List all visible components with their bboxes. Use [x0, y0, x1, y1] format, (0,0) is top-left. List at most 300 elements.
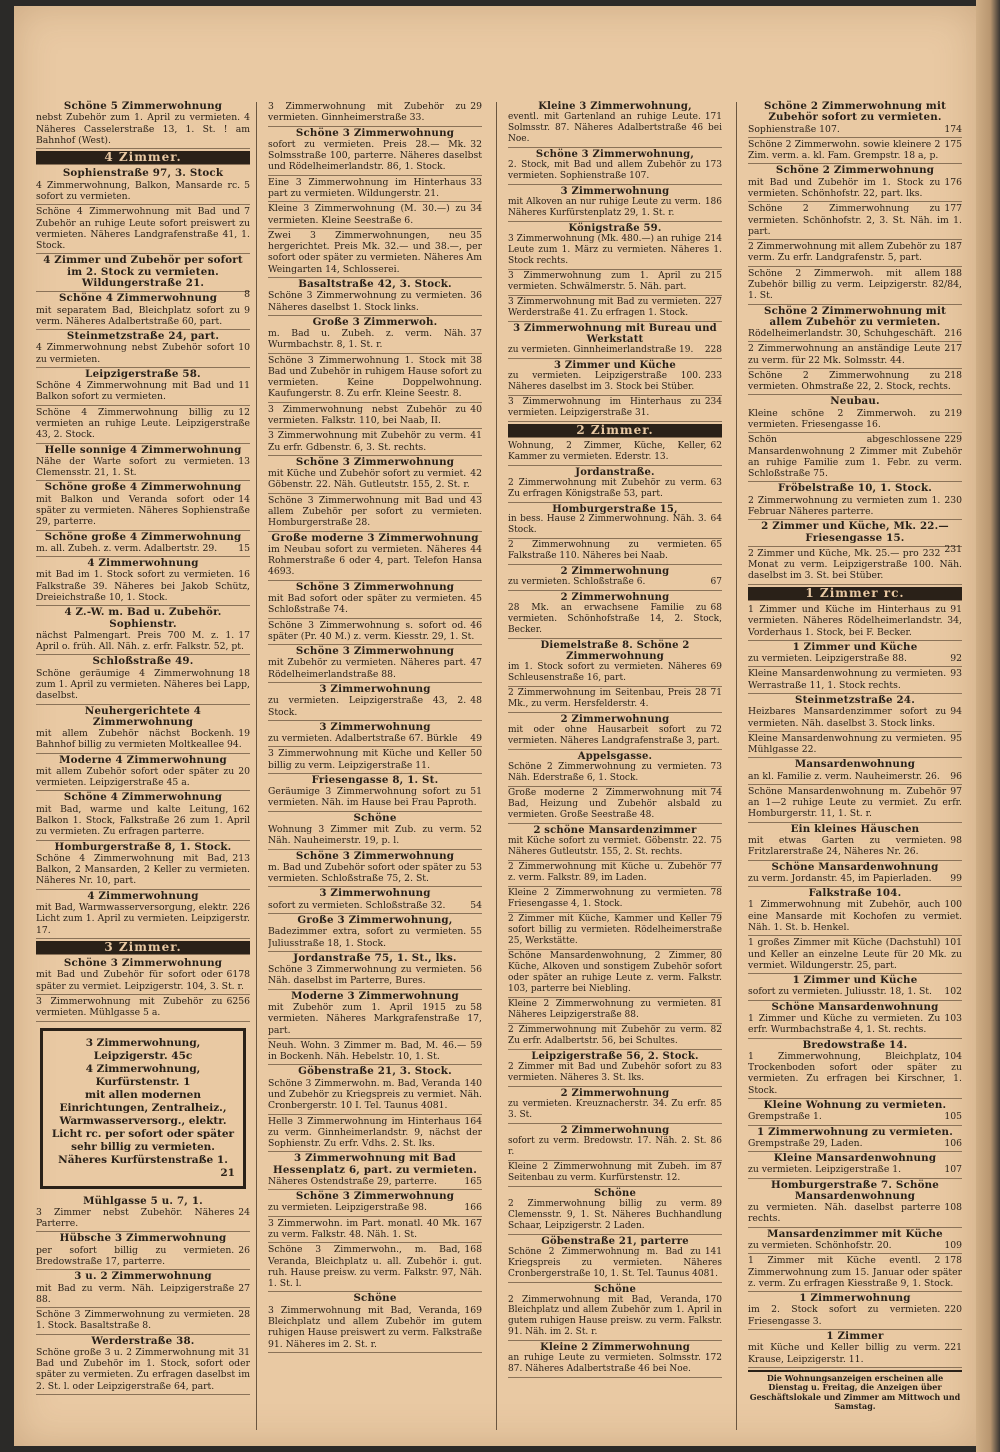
section-heading: 4 Zimmer. — [36, 151, 250, 165]
ad-text: Neuh. Wohn. 3 Zimmer m. Bad, M. 46.— in Bockenh. Näh. Hebelstr. 10, 1. St. — [268, 1039, 467, 1063]
classified-ad — [268, 952, 482, 990]
ad-text: 1 Zimmerwohnung mit Zubehör, auch eine Mansarde mit Kochofen zu vermiet. Näh. 1. St. b. Henkel. — [748, 899, 962, 933]
ad-number: 35 — [470, 229, 482, 241]
ad-heading: Schöne Mansardenwohnung — [771, 860, 939, 873]
ad-text: 3 Zimmerwohnung nebst Zubehör zu vermieten. Falkstr. 110, bei Naab, II. — [268, 403, 467, 427]
ad-text: Schöne 2 Zimmerwohnung zu vermieten. Ohmstraße 22, 2. Stock, rechts. — [748, 369, 951, 393]
ad-text: 3 Zimmerwohnung mit Zubehör zu vermieten. Ginnheimerstraße 33. — [268, 101, 467, 124]
ad-text: 3 Zimmerwohnung mit Bad, Veranda, Bleichplatz und allem Zubehör im gutem ruhigen Hause preiswert zu verm. Falkstraße 91. Näheres im 2. St. r. — [268, 1304, 482, 1350]
classified-ad — [268, 229, 482, 278]
classified-ad — [36, 205, 250, 254]
ad-number: 51 — [470, 786, 482, 798]
classified-ad — [748, 369, 962, 396]
ad-text: zu vermieten. Leipzigerstraße 98. — [268, 1202, 427, 1214]
ad-text: 2 Zimmerwohnung mit Zubehör zu verm. Zu erfragen Königstraße 53, part. — [508, 477, 707, 499]
classified-ad — [508, 296, 722, 322]
classified-ad — [508, 1124, 722, 1161]
ad-number: 33 — [470, 176, 482, 188]
ad-heading: Friesengasse 8, 1. St. — [311, 773, 439, 786]
classified-ad — [748, 667, 962, 694]
ad-number: 80 — [710, 950, 722, 961]
ad-text: im Neubau sofort zu vermieten. Näheres Rohmerstraße 6 oder 4, part. Telefon Hansa 4693. — [268, 543, 482, 578]
ad-text: Eine 3 Zimmerwohnung im Hinterhaus part zu vermieten. Wildungerstr. 21. — [268, 176, 467, 199]
section-heading: 3 Zimmer. — [36, 941, 250, 955]
ad-text: im 1. Stock sofort zu vermieten. Näheres Schleusenstraße 16, part. — [508, 662, 707, 684]
classified-ad — [268, 1292, 482, 1352]
ad-heading: 3 Zimmer und Küche — [554, 359, 676, 371]
classified-ad — [268, 316, 482, 354]
ad-number: 175 — [944, 138, 962, 150]
ad-text: m. all. Zubeh. z. verm. Adalbertstr. 29. — [36, 542, 218, 554]
column-rule — [736, 102, 737, 1430]
ad-number: 226 — [232, 902, 250, 913]
ad-text: Nähe der Warte sofort zu vermieten. Clemensstr. 21, 1. St. — [36, 455, 235, 479]
classified-ad — [748, 100, 962, 138]
ad-number: 48 — [470, 695, 482, 707]
ad-heading: Kleine 3 Zimmerwohnung, — [538, 101, 692, 112]
ad-heading: Hübsche 3 Zimmerwohnung — [59, 1232, 227, 1245]
ad-text: 3 Zimmerwohnung zum 1. April zu vermieten. Schwälmerstr. 5. Näh. part. — [508, 270, 701, 292]
ad-number: 234 — [704, 396, 722, 407]
classified-ad — [508, 1050, 722, 1087]
ad-heading: 2 Zimmerwohnung — [560, 1087, 670, 1099]
ad-number: 59 — [470, 1039, 482, 1051]
ad-heading: Schöne 3 Zimmerwohnung — [295, 645, 455, 658]
ad-text: Schöne 3 Zimmerwohnung zu vermieten. 1. Stock. Basaltstraße 8. — [36, 1309, 235, 1332]
ad-number: 78 — [710, 888, 722, 899]
ad-text: Schöne 4 Zimmerwohnung mit Bad und Zubehör an ruhige Leute sofort preiswert zu vermieten. Näheres Landgrafenstraße 41, 1. Stock. — [36, 206, 250, 252]
ad-text: mit Küche und Zubehör sofort zu vermiet. Göbenstr. 22. Näh. Gutleutstr. 155, 2. St. r. — [268, 468, 470, 491]
ad-text: Wohnung, 2 Zimmer, Küche, Keller, Kammer zu vermieten. Ederstr. 13. — [508, 440, 707, 462]
ad-number: 26 — [238, 1244, 250, 1256]
classified-ad — [36, 1232, 250, 1270]
ad-heading: 4 Z.-W. m. Bad u. Zubehör. Sophienstr. — [64, 606, 222, 630]
ad-text: Große moderne 2 Zimmerwohnung mit Bad, Heizung und Zubehör alsbald zu vermieten. Große Seestraße 48. — [508, 788, 722, 821]
ad-text: Grempstraße 29, Laden. — [748, 1137, 863, 1149]
classified-ad — [268, 683, 482, 721]
classified-ad — [508, 396, 722, 422]
ad-text: sofort zu vermieten. Schloßstraße 32. — [268, 899, 446, 911]
boxed-advertisement — [40, 1028, 246, 1189]
classified-ad — [748, 547, 962, 585]
ad-number: 67 — [710, 577, 722, 588]
ad-heading: Steinmetzstraße 24. — [795, 693, 915, 706]
ad-number: 106 — [944, 1137, 962, 1149]
classified-ad — [748, 603, 962, 641]
ad-heading: Schöne 3 Zimmerwohnung — [295, 126, 455, 139]
ad-number: 13 — [238, 455, 250, 467]
classified-ad — [268, 354, 482, 403]
classified-ad — [268, 1190, 482, 1217]
ad-text: 2 Zimmerwohnung billig zu verm. Clemensstr. 9, 1. St. Näheres Buchhandlung Schaar, Leipzigerstr. 2 Laden. — [508, 1198, 722, 1231]
boxed-ad-line: mit allen modernen Einrichtungen, Zentralheiz., Warmwasserversorg., elektr. Licht rc. per sofort oder später sehr billig zu vermieten. Näheres Kurfürstenstraße 1. — [51, 1088, 235, 1166]
ad-number: 215 — [704, 270, 722, 281]
ad-text: 4 Zimmerwohnung nebst Zubehör sofort zu vermieten. — [36, 342, 235, 365]
ad-text: 1 Zimmer und Küche zu vermieten. Zu erfr. Wurmbachstraße 4, 1. St. rechts. — [748, 1012, 941, 1036]
ad-heading: Werderstraße 38. — [91, 1334, 195, 1347]
ad-number: 8 — [244, 289, 250, 301]
classified-ad — [268, 990, 482, 1039]
classified-ad — [268, 1217, 482, 1244]
ad-text: zu vermieten. Ginnheimerlandstraße 19. — [508, 344, 694, 355]
ad-number: 186 — [704, 196, 722, 207]
classified-ad — [36, 1270, 250, 1308]
ad-number: 43 — [470, 494, 482, 506]
ad-number: 4 — [244, 112, 250, 124]
ad-text: Rödelheimerlandstr. 30, Schuhgeschäft. — [748, 328, 936, 340]
ad-number: 40 — [470, 403, 482, 415]
ad-text: Schöne 3 Zimmerwohn. m. Bad, Veranda und Zubehör zu Kriegspreis zu vermiet. Näh. Cronbergerstr. 10 I. Tel. Taunus 4081. — [268, 1077, 482, 1112]
ad-text: Grempstraße 1. — [748, 1111, 822, 1123]
ad-heading: 2 Zimmer und Küche, Mk. 22.— Friesengasse 15. — [761, 520, 949, 544]
ad-number: 107 — [944, 1164, 962, 1176]
ad-heading: Falkstraße 104. — [808, 887, 902, 900]
ad-text: mit etwas Garten zu vermieten. Fritzlarerstraße 24, Näheres Nr. 26. — [748, 835, 947, 858]
column-1 — [36, 100, 250, 1430]
classified-ad — [508, 639, 722, 687]
ad-heading: Schöne 3 Zimmerwohnung — [63, 957, 223, 970]
classified-ad — [508, 1024, 722, 1050]
classified-ad — [36, 330, 250, 368]
classified-ad — [748, 342, 962, 369]
ad-text: sofort zu vermieten. Juliusstr. 18, 1. St. — [748, 986, 932, 998]
ad-text: 4 Zimmerwohnung, Balkon, Mansarde rc. sofort zu vermieten. — [36, 179, 241, 202]
ad-text: mit Bad zu verm. Näh. Leipzigerstraße 88. — [36, 1282, 235, 1305]
ad-text: mit Balkon und Veranda sofort oder später zu vermieten. Näheres Sophienstraße 29, parterre. — [36, 493, 250, 528]
classified-ad — [268, 100, 482, 127]
classified-ad — [508, 913, 722, 950]
ad-heading: Schöne 5 Zimmerwohnung — [63, 100, 223, 112]
ad-heading: Neuhergerichtete 4 Zimmerwohnung — [84, 704, 202, 728]
classified-ad — [508, 466, 722, 503]
ad-text: mit allem Zubehör nächst Bockenh. Bahnhof billig zu vermieten Moltkeallee 94. — [36, 728, 242, 751]
classified-ad — [268, 127, 482, 176]
ad-number: 83 — [710, 1061, 722, 1072]
ad-number: 164 — [464, 1115, 482, 1127]
classified-ad — [508, 222, 722, 270]
ad-heading: 1 Zimmerwohnung zu vermieten. — [757, 1125, 953, 1138]
ad-text: mit Bad, Warmwasserversorgung, elektr. Licht zum 1. April zu vermieten. Leipzigerstr. 17. — [36, 902, 250, 936]
classified-ad — [36, 890, 250, 939]
ad-text: mit separatem Bad, Bleichplatz sofort zu verm. Näheres Adalbertstraße 60, part. — [36, 304, 241, 327]
ad-text: zu vermieten. Leipzigerstraße 88. — [748, 653, 907, 665]
ad-number: 232 — [922, 547, 941, 559]
ad-heading: Königstraße 59. — [568, 222, 662, 234]
ad-heading: Mühlgasse 5 u. 7, 1. — [83, 1194, 203, 1207]
ad-text: mit Zubehör zu vermieten. Näheres part. Rödelheimerlandstraße 88. — [268, 657, 467, 680]
ad-number: 94 — [950, 706, 962, 718]
ad-number: 21 — [220, 1166, 235, 1179]
ad-text: 1 Zimmer mit Küche eventl. 2 Zimmerwohnung zum 15. Januar oder später z. verm. Zu erfragen Kiesstraße 9, 1. Stock. — [748, 1255, 962, 1289]
ad-heading: 4 Zimmerwohnung — [87, 557, 199, 570]
ad-number: 32 — [470, 138, 482, 150]
ad-heading: Schöne — [353, 811, 397, 824]
ad-number: 166 — [464, 1202, 482, 1214]
ad-heading: Göbenstraße 21, parterre — [541, 1235, 689, 1247]
ad-heading: Schöne — [353, 1292, 397, 1305]
classified-ad — [508, 1341, 722, 1378]
ad-number: 14 — [238, 493, 250, 505]
ad-text: Schöne 2 Zimmerwohnung zu vermieten. Näh. Ederstraße 6, 1. Stock. — [508, 762, 707, 784]
classified-ad — [36, 841, 250, 890]
classified-ad — [36, 1308, 250, 1335]
ad-number: 41 — [470, 430, 482, 442]
classified-ad — [36, 167, 250, 205]
ad-number: 92 — [950, 653, 962, 665]
ad-heading: Schöne 2 Zimmerwohnung mit Zubehör sofort zu vermieten. — [763, 100, 947, 124]
ad-text: eventl. mit Gartenland an ruhige Leute. Solmsstr. 87. Näheres Adalbertstraße 46 bei Noe. — [508, 111, 722, 144]
ad-heading: Schöne Mansardenwohnung — [771, 1000, 939, 1013]
ad-number: 11 — [238, 380, 250, 392]
ad-text: 3 Zimmerwohnung mit Küche und Keller billig zu verm. Leipzigerstraße 11. — [268, 748, 467, 771]
ad-text: 1 Zimmerwohnung, Bleichplatz, Trockenboden sofort oder später zu vermieten. Zu erfragen bei Kirschner, 1. Stock. — [748, 1050, 962, 1096]
ad-text: nächst Palmengart. Preis 700 M. z. 1. April o. früh. All. Näh. z. erfr. Falkstr. 52, pt. — [36, 629, 244, 653]
ad-text: zu vermieten. Näh. daselbst parterre rechts. — [748, 1202, 941, 1225]
ad-heading: Basaltstraße 42, 3. Stock. — [298, 277, 452, 290]
ad-heading: 3 Zimmerwohnung — [319, 720, 431, 733]
ad-heading: Leipzigerstraße 58. — [85, 367, 201, 380]
ad-number: 79 — [710, 913, 722, 924]
ad-heading: 3 Zimmerwohnung — [319, 887, 431, 900]
classified-ad — [748, 1099, 962, 1126]
ad-number: 49 — [470, 733, 482, 745]
ad-number: 171 — [704, 111, 722, 122]
ad-number: 187 — [944, 241, 962, 253]
ad-text: Kleine schöne 2 Zimmerwoh. zu vermieten. Friesengasse 16. — [748, 407, 941, 431]
ad-heading: Jordanstraße. — [575, 466, 655, 478]
classified-ad — [36, 292, 250, 330]
ad-text: zu vermieten. Leipzigerstraße 1. — [748, 1164, 902, 1176]
ad-heading: Schöne große 4 Zimmerwohnung — [44, 481, 242, 494]
classified-ad — [268, 914, 482, 952]
classified-ad — [748, 1179, 962, 1228]
ad-heading: Kleine Wohnung zu vermieten. — [763, 1098, 947, 1111]
classified-ad — [268, 645, 482, 683]
ad-number: 98 — [950, 835, 962, 847]
ad-text: Kleine 2 Zimmerwohnung zu vermieten. Friesengasse 4, 1. Stock. — [508, 888, 707, 909]
ad-heading: Schöne 3 Zimmerwohnung — [295, 580, 455, 593]
ad-number: 231 — [944, 543, 962, 555]
ad-text: Geräumige 3 Zimmerwohnung sofort zu vermieten. Näh. im Hause bei Frau Paproth. — [268, 786, 477, 809]
ad-text: mit allem Zubehör sofort oder später zu vermieten. Leipzigerstraße 45 a. — [36, 765, 235, 789]
ad-number: 55 — [470, 926, 482, 938]
ad-text: in bess. Hause 2 Zimmerwohnung. Näh. 3. Stock. — [508, 514, 707, 536]
ad-text: Wohnung 3 Zimmer mit Zub. zu verm. Näh. Nauheimerstr. 19, p. l. — [268, 824, 467, 847]
ad-number: 29 — [470, 101, 482, 112]
ad-heading: Schöne 3 Zimmerwohnung — [295, 455, 455, 468]
classified-ad — [508, 1283, 722, 1342]
classified-ad — [748, 395, 962, 433]
classified-ad — [748, 974, 962, 1001]
classified-ad — [508, 440, 722, 466]
classified-ad — [508, 1187, 722, 1235]
ad-number: 95 — [950, 732, 962, 744]
classified-ad — [748, 694, 962, 732]
ad-number: 6256 — [226, 995, 250, 1007]
ad-heading: 1 Zimmer — [826, 1330, 884, 1342]
ad-number: 102 — [944, 986, 962, 998]
ad-text: im 2. Stock sofort zu vermieten. Friesengasse 3. — [748, 1304, 941, 1327]
ad-text: 3 Zimmerwohnung mit Zubehör zu vermieten. Mühlgasse 5 a. — [36, 995, 223, 1019]
ad-text: zu vermieten. Schloßstraße 6. — [508, 577, 646, 588]
ad-number: 221 — [944, 1342, 962, 1354]
ad-text: mit Küche sofort zu vermiet. Göbenstr. 22. Näheres Gutleutstr. 155, 2. St. rechts. — [508, 836, 707, 858]
ad-number: 100 — [944, 899, 962, 911]
ad-text: Kleine 3 Zimmerwohnung (M. 30.—) zu vermieten. Kleine Seestraße 6. — [268, 203, 467, 226]
ad-number: 96 — [950, 770, 962, 782]
classified-ad — [748, 861, 962, 888]
ad-heading: 3 Zimmerwohnung mit Bad Hessenplatz 6, part. zu vermieten. — [273, 1152, 477, 1176]
classified-ad — [508, 713, 722, 750]
ad-number: 54 — [470, 899, 482, 911]
classified-ad — [268, 887, 482, 914]
classified-ad — [268, 494, 482, 532]
ad-heading: 4 Zimmer und Zubehör per sofort im 2. Stock zu vermieten. Wildungerstraße 21. — [43, 254, 243, 289]
classified-ad — [36, 606, 250, 655]
ad-text: 2 Zimmerwohnung zu vermieten. Falkstraße 110. Näheres bei Naab. — [508, 540, 707, 562]
ad-text: 2 Zimmerwohnung zu vermieten zum 1. Februar Näheres parterre. — [748, 494, 941, 517]
ad-number: 24 — [238, 1206, 250, 1218]
ad-text: 2 Zimmerwohnung mit Bad, Veranda, Bleichplatz und allem Zubehör zum 1. April in gutem ruhigen Hause preisw. zu verm. Falkstr. 91. Näh. im 2. St. r. — [508, 1294, 722, 1338]
ad-number: 36 — [470, 290, 482, 302]
ad-number: 162 — [232, 803, 250, 815]
ad-text: mit Zubehör zum 1. April 1915 zu vermieten. Näheres Markgrafenstraße 17, part. — [268, 1001, 482, 1036]
ad-number: 18 — [238, 667, 250, 679]
ad-heading: Schöne 3 Zimmerwohnung — [295, 849, 455, 862]
ad-text: mit Bad und Zubehör im 1. Stock zu vermieten. Schönhofstr. 22, part. lks. — [748, 176, 941, 199]
classified-ad — [268, 456, 482, 494]
ad-heading: Große 3 Zimmerwoh. — [312, 315, 438, 328]
ad-heading: 2 Zimmerwohnung — [560, 592, 670, 604]
ad-text: Kleine 2 Zimmerwohnung mit Zubeh. im Seitenbau zu verm. Kurfürstenstr. 12. — [508, 1161, 707, 1183]
classified-ad — [748, 641, 962, 668]
classified-ad — [748, 823, 962, 861]
ad-number: 45 — [470, 592, 482, 604]
classified-ad — [508, 185, 722, 222]
classified-ad — [268, 1115, 482, 1153]
classified-ad — [268, 278, 482, 316]
ad-text: Schöne 2 Zimmerwohnung m. Bad zu Kriegspreis zu vermieten. Näheres Cronbergerstraße 10, 1. St. Tel. Taunus 4081. — [508, 1246, 722, 1279]
ad-number: 72 — [710, 725, 722, 736]
ad-number: 75 — [710, 836, 722, 847]
ad-text: zu vermieten. Leipzigerstraße 43, 2. Stock. — [268, 695, 467, 718]
ad-text: Schöne geräumige 4 Zimmerwohnung zum 1. April zu vermieten. Näheres bei Lapp, daselbst. — [36, 667, 250, 702]
ad-number: 217 — [944, 343, 962, 355]
ad-number: 6178 — [226, 969, 250, 981]
section-heading: 1 Zimmer rc. — [748, 587, 962, 601]
column-4 — [748, 100, 962, 1430]
classified-ad — [268, 721, 482, 748]
classified-ad — [268, 429, 482, 456]
ad-heading: 2 Zimmerwohnung — [560, 714, 670, 726]
classified-ad — [36, 957, 250, 995]
ad-number: 63 — [710, 477, 722, 488]
ad-number: 89 — [710, 1198, 722, 1209]
ad-number: 37 — [470, 328, 482, 340]
classified-ad — [36, 368, 250, 406]
classified-ad — [36, 1195, 250, 1233]
boxed-ad-line: 4 Zimmerwohnung, Kurfürstenstr. 1 — [85, 1062, 201, 1088]
classified-ad — [508, 787, 722, 824]
ad-text: m. Bad u. Zubeh. z. verm. Näh. Wurmbachstr. 8, 1. St. r. — [268, 328, 467, 351]
ad-number: 177 — [944, 203, 962, 215]
ad-number: 101 — [944, 937, 962, 949]
ad-number: 81 — [710, 998, 722, 1009]
ad-text: 3 Zimmer nebst Zubehör. Näheres Parterre. — [36, 1206, 235, 1230]
classified-ad — [748, 1126, 962, 1153]
ad-text: Sophienstraße 107. — [748, 123, 840, 135]
ad-heading: 1 Zimmer und Küche — [792, 974, 918, 987]
ad-text: 3 Zimmerwohn. im Part. monatl. 40 Mk. zu verm. Falkstr. 48. Näh. 1. St. — [268, 1217, 461, 1241]
ad-number: 15 — [238, 542, 250, 554]
ad-number: 71 — [710, 688, 722, 699]
ad-text: Badezimmer extra, sofort zu vermieten. Juliusstraße 18, 1. Stock. — [268, 926, 467, 949]
ad-number: 62 — [710, 440, 722, 451]
ad-text: an ruhige Leute zu vermieten. Solmsstr. 87. Näheres Adalbertstraße 46 bei Noe. — [508, 1353, 701, 1375]
classified-ad — [508, 270, 722, 296]
ad-heading: 1 Zimmer und Küche — [792, 640, 918, 653]
classified-ad — [268, 532, 482, 581]
ad-number: 230 — [944, 494, 962, 506]
ad-heading: Fröbelstraße 10, 1. Stock. — [777, 482, 933, 495]
column-rule — [496, 102, 497, 1430]
ad-text: Schöne große 3 u. 2 Zimmerwohnung mit Bad und Zubehör im 1. Stock, sofort oder später zu vermieten. Zu erfragen daselbst im 2. St. l. oder Leipzigerstraße 64, part. — [36, 1346, 250, 1392]
ad-text: Helle 3 Zimmerwohnung im Hinterhaus zu verm. Ginnheimerlandstr. 9, nächst der Sophienstr. Zu erfr. Vdhs. 2. St. lks. — [268, 1115, 482, 1150]
ad-number: 105 — [944, 1111, 962, 1123]
ad-number: 52 — [470, 824, 482, 836]
ad-heading: Kleine 2 Zimmerwohnung — [540, 1342, 690, 1354]
classified-ad — [508, 1087, 722, 1124]
ad-text: 2 Zimmer mit Bad und Zubehör sofort zu vermieten. Näheres 3. St. lks. — [508, 1061, 707, 1083]
classified-ad — [508, 887, 722, 913]
ad-text: Schöne 3 Zimmerwohnung mit Bad und allem Zubehör per sofort zu vermieten. Homburgerstraße 28. — [268, 494, 482, 529]
ad-heading: Homburgerstraße 7. Schöne Mansardenwohnung — [770, 1178, 940, 1202]
classified-ad — [268, 1243, 482, 1292]
classified-ad — [36, 655, 250, 704]
ad-heading: Große 3 Zimmerwohnung, — [297, 914, 453, 926]
ad-heading: Schöne 4 Zimmerwohnung — [63, 791, 223, 804]
classified-ad — [268, 1152, 482, 1190]
ad-number: 227 — [704, 296, 722, 307]
classified-ad — [508, 950, 722, 998]
ad-text: mit oder ohne Hausarbeit sofort zu vermieten. Näheres Landgrafenstraße 3, part. — [508, 725, 720, 747]
ad-text: 2 Zimmer mit Küche, Kammer und Keller sofort billig zu vermieten. Rödelheimerstraße 25, Werkstätte. — [508, 913, 722, 946]
ad-text: Schön abgeschlossene Mansardenwohnung 2 Zimmer mit Zubehör an ruhige Familie zum 1. Febr. zu verm. Schloßstraße 75. — [748, 434, 962, 480]
ad-number: 85 — [710, 1098, 722, 1109]
classified-ad — [748, 732, 962, 759]
ad-heading: 4 Zimmerwohnung — [87, 889, 199, 902]
classified-ad — [748, 1254, 962, 1292]
ad-number: 220 — [944, 1304, 962, 1316]
ad-heading: Homburgerstraße 15, — [552, 503, 678, 515]
ad-heading: Große moderne 3 Zimmerwohnung — [271, 531, 479, 544]
classified-ad — [268, 403, 482, 430]
classified-ad — [748, 267, 962, 305]
ad-text: 2 Zimmerwohnung mit Küche u. Zubehör z. verm. Falkstr. 89, im Laden. — [508, 862, 707, 884]
ad-heading: Homburgerstraße 8, 1. Stock. — [54, 840, 232, 853]
ad-text: 3 Zimmerwohnung mit Bad zu vermieten. Werderstraße 41. Zu erfragen 1. Stock. — [508, 296, 701, 318]
ad-text: 1 Zimmer und Küche im Hinterhaus zu vermieten. Näheres Rödelheimerlandstr. 34, Vorderhaus 1. Stock, bei F. Becker. — [748, 603, 962, 638]
ad-heading: Ein kleines Häuschen — [790, 822, 920, 835]
ad-text: an kl. Familie z. verm. Nauheimerstr. 26. — [748, 770, 940, 782]
ad-text: 2 Zimmerwohnung mit allem Zubehör zu verm. Zu erfr. Landgrafenstr. 5, part. — [748, 241, 941, 264]
column-rule — [256, 102, 257, 1430]
classified-ad — [748, 164, 962, 202]
classified-ad — [508, 591, 722, 639]
ad-number: 10 — [238, 342, 250, 354]
section-heading: 2 Zimmer. — [508, 424, 722, 438]
classified-ad — [36, 100, 250, 149]
